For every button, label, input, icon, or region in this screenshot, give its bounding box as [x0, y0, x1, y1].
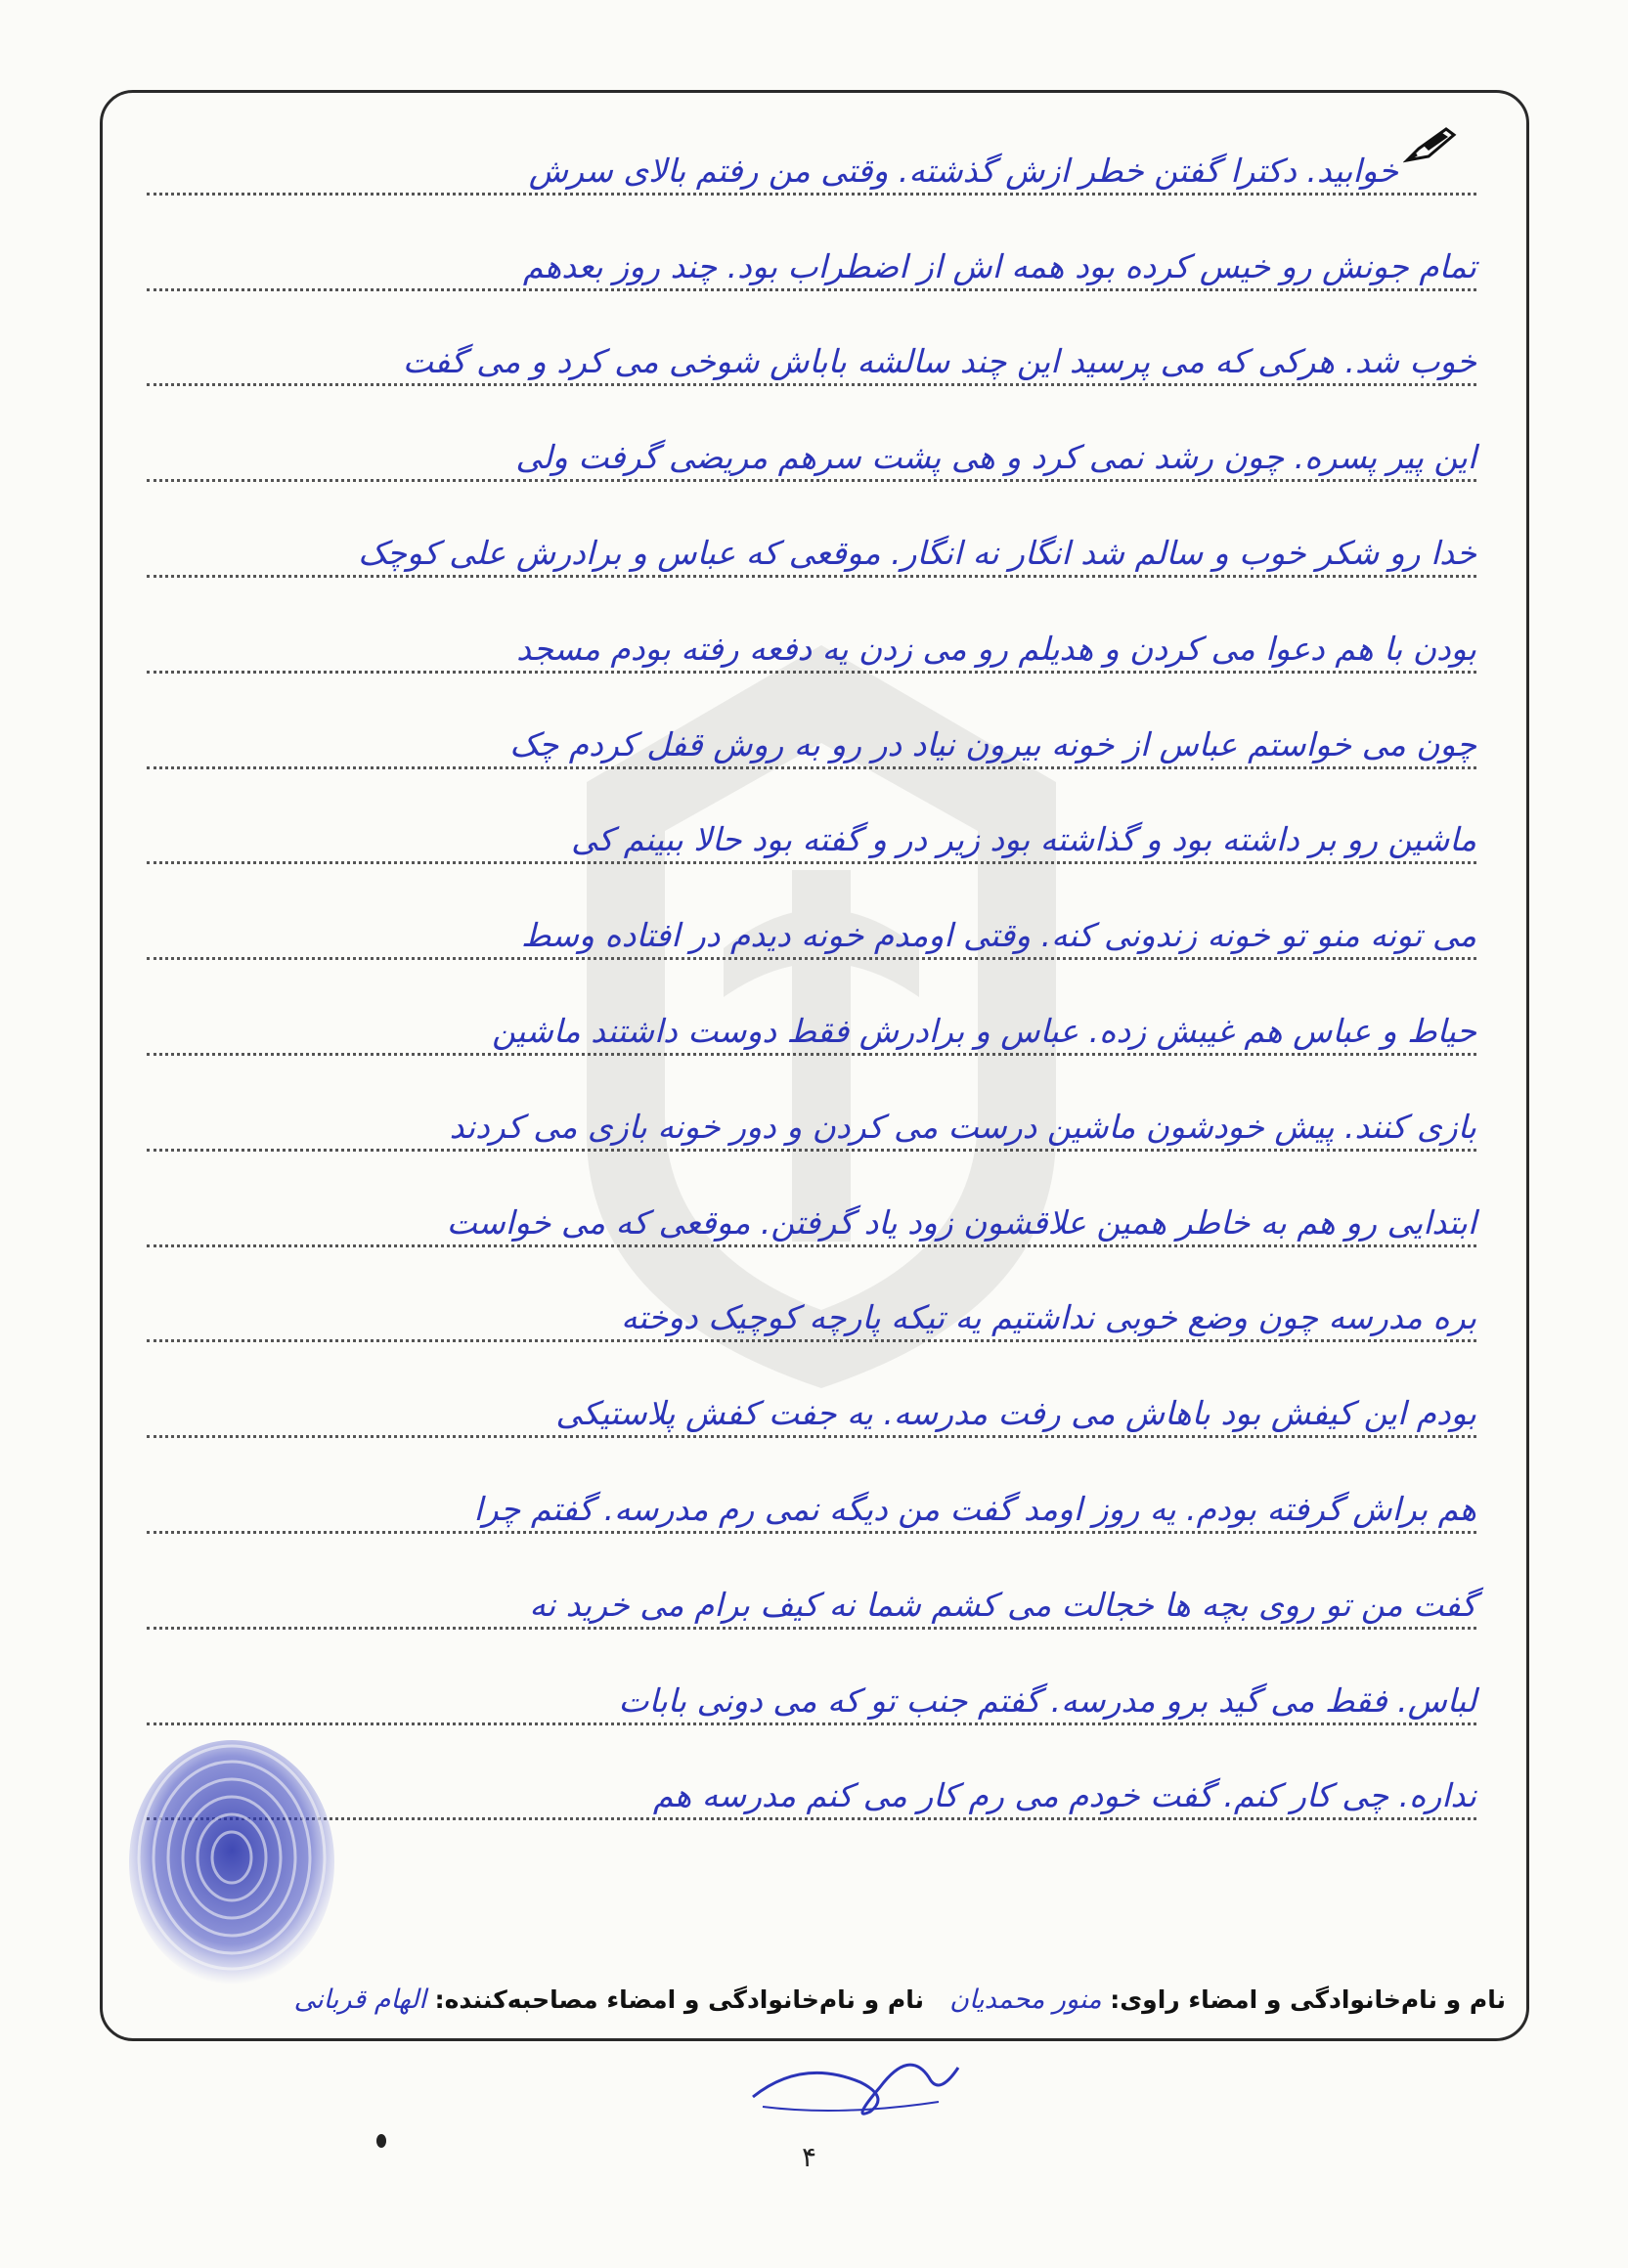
narrator-name: منور محمدیان [949, 1984, 1102, 2015]
handwritten-line: خدا رو شکر خوب و سالم شد انگار نه انگار. موقعی که عباس و برادرش علی کوچک [147, 490, 1476, 586]
signature-mark [743, 2028, 978, 2126]
handwritten-line: می تونه منو تو خونه زندونی کنه. وقتی اومدم خونه دیدم در افتاده وسط [147, 872, 1476, 968]
handwritten-line: هم براش گرفته بودم. یه روز اومد گفت من دیگه نمی رم مدرسه. گفتم چرا [147, 1446, 1476, 1542]
handwritten-line: تمام جونش رو خیس کرده بود همه اش از اضطراب بود. چند روز بعدهم [147, 203, 1476, 299]
handwritten-line: چون می خواستم عباس از خونه بیرون نیاد در رو به روش قفل کردم چک [147, 681, 1476, 777]
handwritten-line: بودن با هم دعوا می کردن و هدیلم رو می زدن یه دفعه رفته بودم مسجد [147, 586, 1476, 681]
handwritten-line: گفت من تو روی بچه ها خجالت می کشم شما نه کیف برام می خرید نه [147, 1542, 1476, 1637]
handwritten-line: بازی کنند. پیش خودشون ماشین درست می کردن و دور خونه بازی می کردند [147, 1064, 1476, 1159]
ink-speck [376, 2134, 386, 2148]
handwritten-line: ابتدایی رو هم به خاطر همین علاقشون زود یاد گرفتن. موقعی که می خواست [147, 1159, 1476, 1255]
handwritten-line: خوب شد. هرکی که می پرسید این چند سالشه باباش شوخی می کرد و می گفت [147, 299, 1476, 395]
handwritten-line: بودم این کیفش بود باهاش می رفت مدرسه. یه جفت کفش پلاستیکی [147, 1350, 1476, 1446]
handwritten-line: این پیر پسره. چون رشد نمی کرد و هی پشت سرهم مریضی گرفت ولی [147, 394, 1476, 490]
interviewer-label: نام و نام‌خانوادگی و امضاء مصاحبه‌کننده: [434, 1985, 924, 2014]
handwritten-line: ماشین رو بر داشته بود و گذاشته بود زیر در و گفته بود حالا ببینم کی [147, 777, 1476, 873]
handwritten-line: خوابید. دکترا گفتن خطر ازش گذشته. وقتی من رفتم بالای سرش [147, 108, 1476, 203]
handwritten-line: لباس. فقط می گید برو مدرسه. گفتم جنب تو که می دونی بابات [147, 1637, 1476, 1733]
handwritten-text-block [147, 108, 1476, 1828]
page-number: ۴ [802, 2141, 817, 2173]
fingerprint-stamp [110, 1735, 354, 1999]
handwritten-line: بره مدرسه چون وضع خوبی نداشتیم یه تیکه پارچه کوچیک دوخته [147, 1255, 1476, 1351]
handwritten-line: نداره. چی کار کنم. گفت خودم می رم کار می کنم مدرسه هم [147, 1733, 1476, 1829]
narrator-label: نام و نام‌خانوادگی و امضاء راوی: [1110, 1985, 1506, 2014]
interviewer-name: الهام قربانی [293, 1984, 426, 2015]
handwritten-line: حیاط و عباس هم غیبش زده. عباس و برادرش فقط دوست داشتند ماشین [147, 968, 1476, 1064]
